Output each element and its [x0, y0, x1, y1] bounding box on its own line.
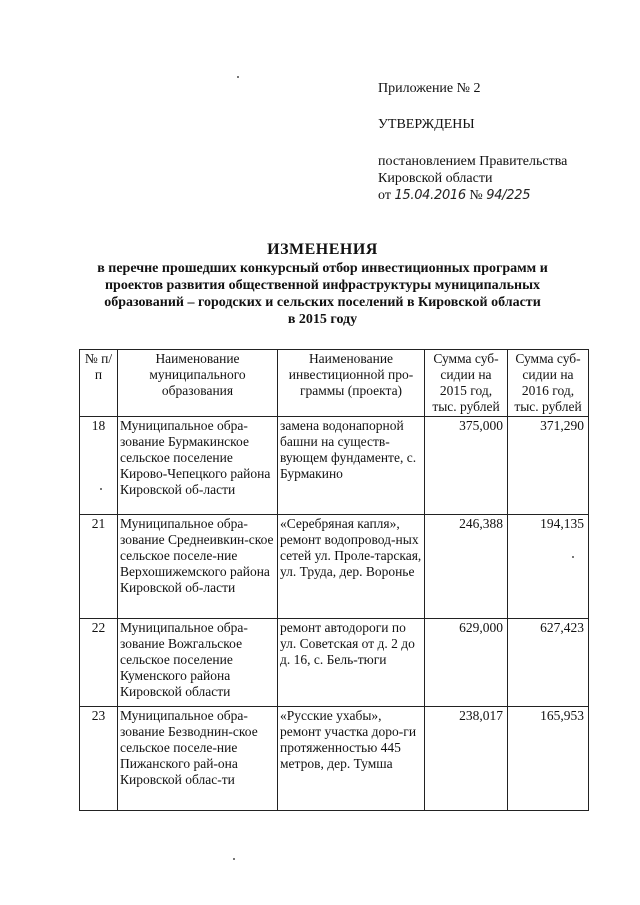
decree-date: 15.04.2016	[394, 188, 466, 203]
changes-table	[79, 349, 589, 811]
row-program: «Серебряная капля», ремонт водопровод-ных сетей ул. Проле-тарская, ул. Труда, дер. Воронье	[278, 515, 425, 619]
header-municipality: Наименование муниципального образования	[118, 350, 278, 417]
appendix-label: Приложение № 2	[378, 81, 481, 96]
table-row	[80, 619, 589, 707]
header-sum-2015: Сумма суб-сидии на 2015 год, тыс. рублей	[425, 350, 508, 417]
table-header-row	[80, 350, 589, 417]
table-row	[80, 707, 589, 811]
scan-speck	[572, 556, 574, 558]
row-sum-2015: 629,000	[425, 619, 508, 707]
scan-speck	[233, 858, 235, 860]
decree-number: 94/225	[486, 188, 531, 203]
row-sum-2016: 627,423	[508, 619, 589, 707]
header-sum-2016: Сумма суб-сидии на 2016 год, тыс. рублей	[508, 350, 589, 417]
row-sum-2016: 194,135	[508, 515, 589, 619]
row-number: 21	[80, 515, 118, 619]
decree-line-2: Кировской области	[378, 171, 493, 186]
header-number: № п/п	[80, 350, 118, 417]
approved-label: УТВЕРЖДЕНЫ	[378, 117, 475, 132]
row-municipality: Муниципальное обра-зование Бурмакинское сельское поселение Кирово-Чепецкого района Кировской об-ласти	[118, 417, 278, 515]
table-row	[80, 417, 589, 515]
document-title	[80, 240, 565, 328]
row-number: 23	[80, 707, 118, 811]
row-number: 22	[80, 619, 118, 707]
row-program: «Русские ухабы», ремонт участка доро-ги протяженностью 445 метров, дер. Тумша	[278, 707, 425, 811]
title-main: ИЗМЕНЕНИЯ	[267, 241, 378, 258]
row-program: ремонт автодороги по ул. Советская от д. 2 до д. 16, с. Бель-тюги	[278, 619, 425, 707]
decree-no-label: №	[469, 188, 483, 203]
row-sum-2015: 375,000	[425, 417, 508, 515]
row-sum-2015: 246,388	[425, 515, 508, 619]
row-sum-2016: 165,953	[508, 707, 589, 811]
row-sum-2016: 371,290	[508, 417, 589, 515]
decree-from: от	[378, 188, 391, 203]
scan-speck	[237, 76, 239, 78]
row-sum-2015: 238,017	[425, 707, 508, 811]
decree-line-1: постановлением Правительства	[378, 154, 568, 169]
decree-date-line	[378, 187, 530, 204]
title-line-2: проектов развития общественной инфраструктуры муниципальных	[104, 278, 541, 293]
row-municipality: Муниципальное обра-зование Среднеивкин-ское сельское поселе-ние Верхошижемского района Кировской об-ласти	[118, 515, 278, 619]
scan-speck	[100, 488, 102, 490]
header-program: Наименование инвестиционной про-граммы (проекта)	[278, 350, 425, 417]
title-line-1: в перечне прошедших конкурсный отбор инвестиционных программ и	[97, 261, 548, 276]
title-line-4: в 2015 году	[287, 312, 358, 327]
title-line-3: образований – городских и сельских поселений в Кировской области	[104, 295, 541, 310]
row-municipality: Муниципальное обра-зование Вожгальское сельское поселение Куменского района Кировской области	[118, 619, 278, 707]
row-number: 18	[80, 417, 118, 515]
table-row	[80, 515, 589, 619]
row-municipality: Муниципальное обра-зование Безводнин-ское сельское поселе-ние Пижанского рай-она Кировской облас-ти	[118, 707, 278, 811]
row-program: замена водонапорной башни на существ-вующем фундаменте, с. Бурмакино	[278, 417, 425, 515]
